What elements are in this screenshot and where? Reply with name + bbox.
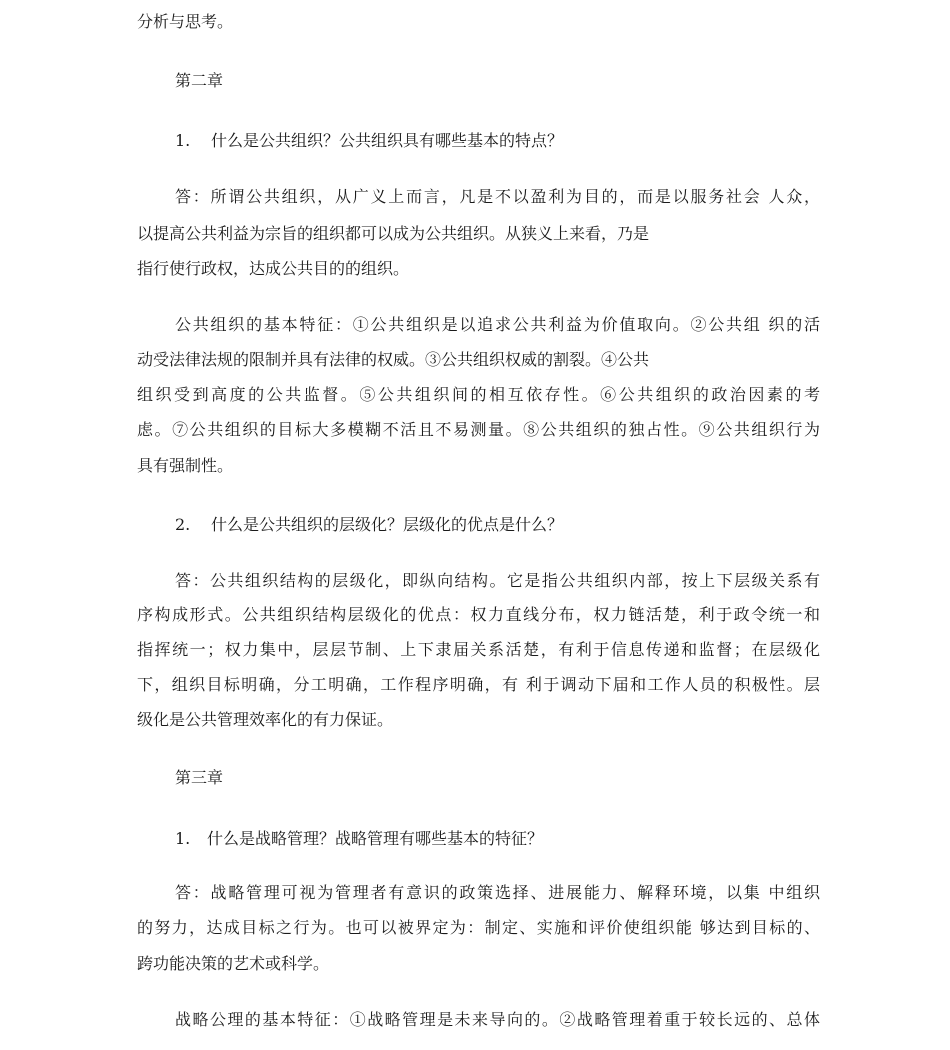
chapter-3-heading: 第三章 xyxy=(175,768,224,787)
paragraph-line: 答：所谓公共组织，从广义上而言，凡是不以盈利为目的，而是以服务社会 人众， xyxy=(175,187,820,206)
question-number: 1. xyxy=(175,829,191,848)
paragraph-line: 以提高公共利益为宗旨的组织都可以成为公共组织。从狭义上来看，乃是 xyxy=(137,224,650,243)
question-number: 1. xyxy=(175,131,191,150)
question-text: 什么是战略管理？战略管理有哪些基本的特征？ xyxy=(207,829,544,848)
question-text: 什么是公共组织？公共组织具有哪些基本的特点？ xyxy=(211,131,564,150)
paragraph-line: 虑。⑦公共组织的目标大多模糊不活且不易测量。⑧公共组织的独占性。⑨公共组织行为 xyxy=(137,420,820,439)
chapter-2-heading: 第二章 xyxy=(175,71,224,90)
paragraph-line: 下，组织目标明确，分工明确，工作程序明确，有 利于调动下届和工作人员的积极性。层 xyxy=(137,675,820,694)
paragraph-line: 序构成形式。公共组织结构层级化的优点：权力直线分布，权力链活楚，利于政令统一和 xyxy=(137,605,820,624)
paragraph-line: 具有强制性。 xyxy=(137,456,234,475)
paragraph-line: 组织受到高度的公共监督。⑤公共组织间的相互依存性。⑥公共组织的政治因素的考 xyxy=(137,385,820,404)
paragraph-line: 指行使行政权，达成公共目的的组织。 xyxy=(137,259,410,278)
paragraph-line: 跨功能决策的艺术或科学。 xyxy=(137,954,330,973)
paragraph-line: 动受法律法规的限制并具有法律的权威。③公共组织权威的割裂。④公共 xyxy=(137,350,650,369)
question-number: 2. xyxy=(175,515,191,534)
paragraph-line: 战略公理的基本特征：①战略管理是未来导向的。②战略管理着重于较长远的、总体 xyxy=(175,1010,820,1029)
chapter-3-question-1 xyxy=(175,829,543,849)
intro-tail: 分析与思考。 xyxy=(137,12,234,31)
paragraph-line: 答：战略管理可视为管理者有意识的政策选择、进展能力、解释环境，以集 中组织 xyxy=(175,883,820,902)
chapter-2-question-2 xyxy=(175,515,563,535)
paragraph-line: 的努力，达成目标之行为。也可以被界定为：制定、实施和评价使组织能 够达到目标的、 xyxy=(137,918,820,937)
paragraph-line: 公共组织的基本特征：①公共组织是以追求公共利益为价值取向。②公共组 织的活 xyxy=(175,315,820,334)
question-text: 什么是公共组织的层级化？层级化的优点是什么？ xyxy=(211,515,564,534)
paragraph-line: 级化是公共管理效率化的有力保证。 xyxy=(137,710,394,729)
paragraph-line: 答：公共组织结构的层级化，即纵向结构。它是指公共组织内部，按上下层级关系有 xyxy=(175,571,820,590)
chapter-2-question-1 xyxy=(175,131,563,151)
paragraph-line: 指挥统一；权力集中，层层节制、上下隶届关系活楚，有利于信息传递和监督；在层级化 xyxy=(137,640,820,659)
